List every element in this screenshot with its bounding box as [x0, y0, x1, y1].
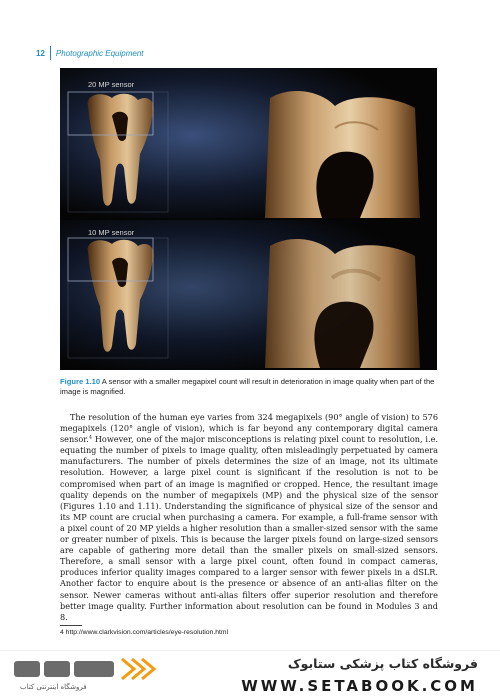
figure-illustration — [60, 68, 437, 370]
banner-url-link[interactable]: WWW.SETABOOK.COM — [241, 677, 478, 695]
figure-caption — [60, 377, 438, 397]
figure-caption-text: A sensor with a smaller megapixel count will result in deterioration in image quality when part of the image is magnified. — [60, 377, 435, 396]
sensor-label-10mp: 10 MP sensor — [88, 228, 135, 237]
footnote[interactable]: 4 http://www.clarkvision.com/articles/eye-resolution.html — [60, 629, 229, 636]
publisher-banner[interactable] — [0, 650, 500, 700]
footnote-divider — [60, 625, 82, 626]
tooth-zoom-bottom — [265, 239, 420, 368]
body-paragraph-part1: The resolution of the human eye varies from 324 megapixels (90° angle of vision) to 576 megapixels (120° angle of vision), which is far beyond any contemporary digital camera sensor. — [60, 412, 438, 445]
body-paragraph — [60, 412, 438, 623]
setabook-logo — [10, 655, 160, 697]
figure-tooth-sensor-comparison — [60, 68, 437, 370]
tooth-zoom-top — [265, 91, 420, 218]
header-divider — [50, 46, 51, 60]
body-paragraph-part2: However, one of the major misconceptions is relating pixel count to resolution, i.e. equating the number of pixels to image quality, often misleadingly perpetuated by camera manufacturers. The number of pixels determines the size of an image, not its ultimate resolution. However, a large pixel count is significant if the resolution is not to be compromised when part of an image is magnified or cropped. Hence, the resultant image quality depends on the number of megapixels (MP) and the physical size of the sensor (Figures 1.10 and 1.11). Understanding the significance of physical size of the sensor and its MP count are crucial when purchasing a camera. For example, a full-frame sensor with a pixel count of 20 MP yields a higher resolution than a smaller-sized sensor with the same or greater number of pixels. This is because the larger pixels found on large-sized sensors are capable of gathering more detail than the smaller pixels on small-sized sensors. Therefore, a small sensor with a large pixel count, often found in compact cameras, produces inferior quality images compared to a larger sensor with fewer pixels in a dSLR. Another factor to enquire about is the presence or absence of an anti-alias filter on the sensor. Newer cameras without anti-alias filters offer superior resolution and therefore better image quality. Further information about resolution can be found in Modules 3 and 8. — [60, 434, 438, 622]
figure-caption-label: Figure 1.10 — [60, 377, 101, 386]
running-title: Photographic Equipment — [55, 48, 144, 58]
sensor-label-20mp: 20 MP sensor — [88, 80, 135, 89]
logo-caption: فروشگاه اینترنتی کتاب — [20, 683, 87, 691]
running-header — [36, 46, 144, 60]
banner-persian-title: فروشگاه کتاب پزشکی ستابوک — [287, 656, 478, 671]
page-number: 12 — [36, 48, 45, 58]
footnote-ref[interactable]: 4 — [88, 434, 93, 441]
